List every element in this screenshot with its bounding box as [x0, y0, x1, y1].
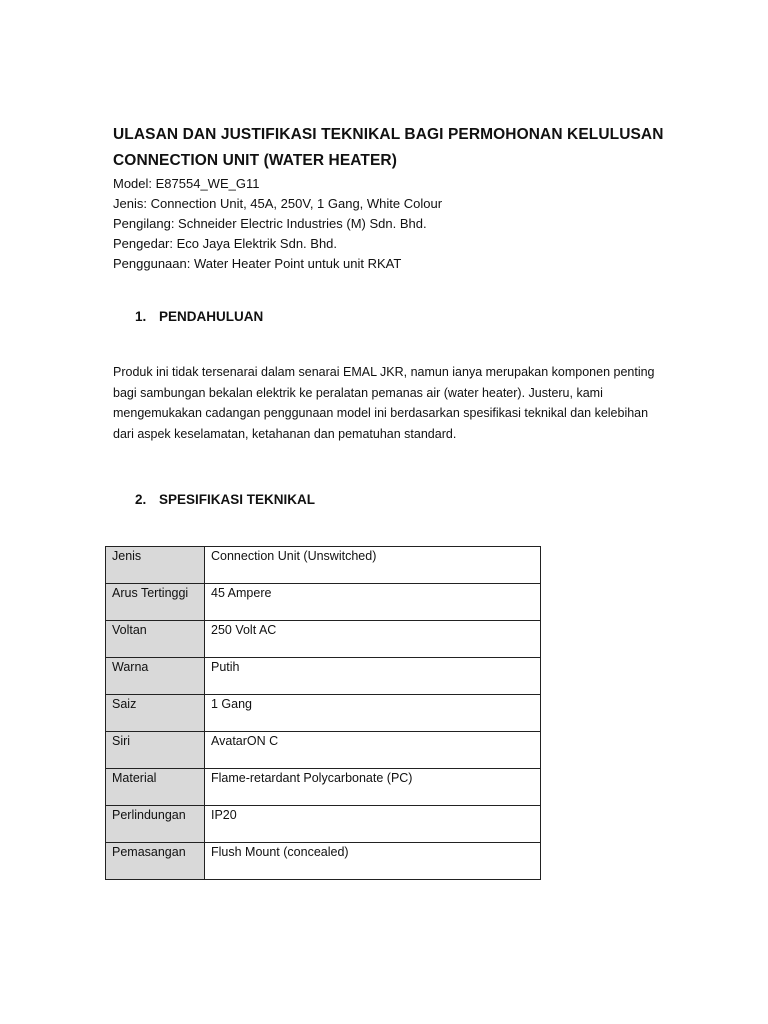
spec-value: Flush Mount (concealed)	[205, 843, 541, 880]
document-title	[113, 122, 673, 174]
spec-label: Material	[106, 769, 205, 806]
spec-value: 45 Ampere	[205, 584, 541, 621]
table-row	[106, 658, 541, 695]
title-line-1: ULASAN DAN JUSTIFIKASI TEKNIKAL BAGI PERMOHONAN KELULUSAN	[113, 126, 664, 143]
meta-jenis: Jenis: Connection Unit, 45A, 250V, 1 Gang, White Colour	[113, 196, 443, 211]
spec-value: Connection Unit (Unswitched)	[205, 547, 541, 584]
section-number: 1.	[135, 309, 147, 324]
spec-value: Flame-retardant Polycarbonate (PC)	[205, 769, 541, 806]
introduction-paragraph: Produk ini tidak tersenarai dalam senarai EMAL JKR, namun ianya merupakan komponen penting bagi sambungan bekalan elektrik ke peralatan pemanas air (water heater). Justeru, kami mengemukakan cadangan penggunaan model ini berdasarkan spesifikasi teknikal dan kelebihan dari aspek keselamatan, ketahanan dan pematuhan standard.	[113, 365, 655, 441]
table-row	[106, 732, 541, 769]
spec-label: Warna	[106, 658, 205, 695]
table-row	[106, 806, 541, 843]
section-title: PENDAHULUAN	[159, 309, 264, 324]
spec-label: Jenis	[106, 547, 205, 584]
section-title: SPESIFIKASI TEKNIKAL	[159, 492, 316, 507]
meta-pengedar: Pengedar: Eco Jaya Elektrik Sdn. Bhd.	[113, 236, 338, 251]
table-row	[106, 843, 541, 880]
section-heading-pendahuluan	[135, 309, 263, 324]
spec-label: Voltan	[106, 621, 205, 658]
spec-label: Arus Tertinggi	[106, 584, 205, 621]
spec-value: AvatarON C	[205, 732, 541, 769]
section-heading-spesifikasi	[135, 492, 315, 507]
spec-label: Pemasangan	[106, 843, 205, 880]
table-row	[106, 695, 541, 732]
table-row	[106, 621, 541, 658]
product-meta-list	[113, 174, 442, 274]
meta-pengilang: Pengilang: Schneider Electric Industries (M) Sdn. Bhd.	[113, 216, 427, 231]
spec-value: 250 Volt AC	[205, 621, 541, 658]
spec-value: Putih	[205, 658, 541, 695]
spec-table	[105, 546, 541, 880]
table-row	[106, 547, 541, 584]
table-row	[106, 769, 541, 806]
section-number: 2.	[135, 492, 147, 507]
meta-model: Model: E87554_WE_G11	[113, 176, 260, 191]
spec-label: Saiz	[106, 695, 205, 732]
spec-label: Siri	[106, 732, 205, 769]
title-line-2: CONNECTION UNIT (WATER HEATER)	[113, 152, 397, 169]
meta-penggunaan: Penggunaan: Water Heater Point untuk unit RKAT	[113, 256, 402, 271]
table-row	[106, 584, 541, 621]
spec-label: Perlindungan	[106, 806, 205, 843]
spec-value: IP20	[205, 806, 541, 843]
spec-value: 1 Gang	[205, 695, 541, 732]
